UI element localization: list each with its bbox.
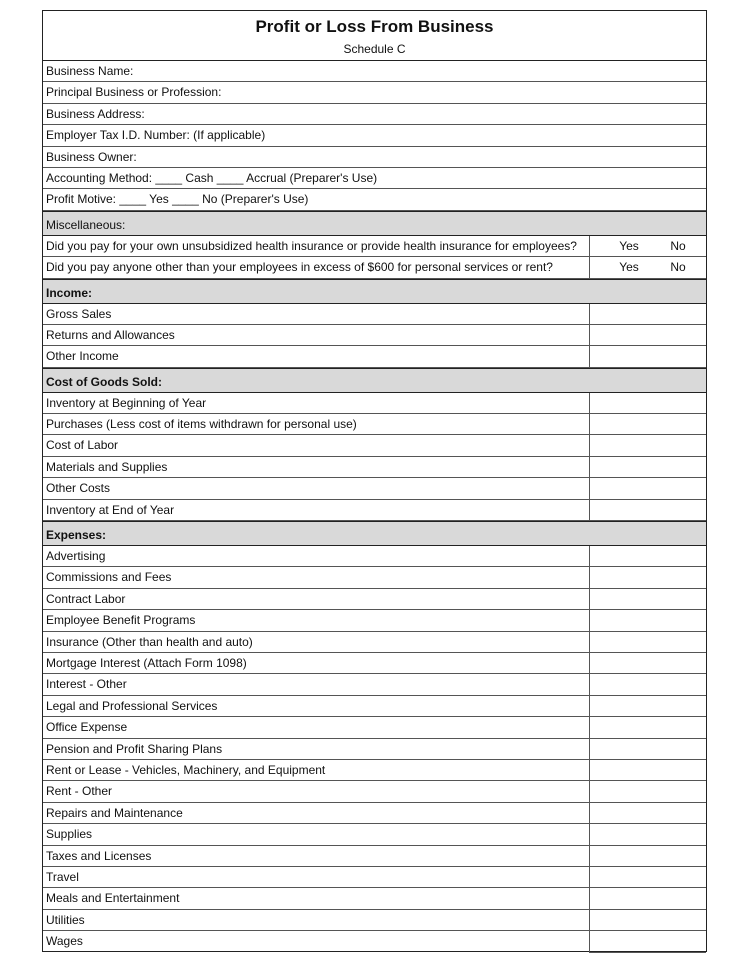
line-item-row xyxy=(43,803,706,824)
line-item-label: Office Expense xyxy=(46,720,128,735)
expenses-rows xyxy=(43,546,706,952)
line-item-row xyxy=(43,304,706,325)
field-label: Profit Motive: ____ Yes ____ No (Preparer's Use) xyxy=(46,192,309,207)
schedule-c-form xyxy=(42,10,707,952)
line-item-label: Supplies xyxy=(46,827,93,842)
section-heading: Miscellaneous: xyxy=(46,217,126,232)
line-item-row xyxy=(43,567,706,588)
form-header xyxy=(43,11,706,61)
line-item-row xyxy=(43,867,706,888)
line-item-label: Repairs and Maintenance xyxy=(46,805,183,820)
amount-cell[interactable] xyxy=(589,632,706,653)
line-item-row xyxy=(43,589,706,610)
field-label: Principal Business or Profession: xyxy=(46,85,222,100)
line-item-row xyxy=(43,546,706,567)
line-item-row xyxy=(43,846,706,867)
line-item-label: Rent or Lease - Vehicles, Machinery, and Equipment xyxy=(46,762,326,777)
line-item-label: Gross Sales xyxy=(46,306,112,321)
line-item-label: Pension and Profit Sharing Plans xyxy=(46,741,223,756)
amount-cell[interactable] xyxy=(589,674,706,695)
amount-cell[interactable] xyxy=(589,803,706,824)
line-item-label: Advertising xyxy=(46,549,106,564)
field-label: Business Owner: xyxy=(46,149,137,164)
line-item-label: Other Costs xyxy=(46,481,111,496)
field-label: Accounting Method: ____ Cash ____ Accrual (Preparer's Use) xyxy=(46,170,378,185)
cogs-rows xyxy=(43,393,706,521)
cogs-section-header xyxy=(43,368,706,393)
amount-cell[interactable] xyxy=(589,867,706,888)
misc-question-row xyxy=(43,257,706,278)
amount-cell[interactable] xyxy=(589,846,706,867)
form-title: Profit or Loss From Business xyxy=(255,17,494,36)
line-item-row xyxy=(43,610,706,631)
business-info-section xyxy=(43,61,706,211)
line-item-row xyxy=(43,674,706,695)
line-item-label: Utilities xyxy=(46,912,85,927)
amount-cell[interactable] xyxy=(589,781,706,802)
amount-cell[interactable] xyxy=(589,435,706,456)
business-address-field[interactable] xyxy=(43,104,706,125)
line-item-label: Inventory at End of Year xyxy=(46,502,175,517)
line-item-row xyxy=(43,717,706,738)
line-item-row xyxy=(43,653,706,674)
line-item-label: Interest - Other xyxy=(46,677,127,692)
employer-tax-id-field[interactable] xyxy=(43,125,706,146)
amount-cell[interactable] xyxy=(589,696,706,717)
amount-cell[interactable] xyxy=(589,393,706,414)
line-item-label: Taxes and Licenses xyxy=(46,848,152,863)
line-item-row xyxy=(43,781,706,802)
line-item-label: Employee Benefit Programs xyxy=(46,613,196,628)
amount-cell[interactable] xyxy=(589,457,706,478)
line-item-label: Legal and Professional Services xyxy=(46,698,218,713)
line-item-row xyxy=(43,632,706,653)
income-rows xyxy=(43,304,706,368)
amount-cell[interactable] xyxy=(589,414,706,435)
line-item-label: Commissions and Fees xyxy=(46,570,172,585)
yes-option[interactable]: Yes xyxy=(619,238,639,253)
line-item-label: Meals and Entertainment xyxy=(46,891,180,906)
no-option[interactable]: No xyxy=(670,260,686,275)
line-item-row xyxy=(43,346,706,367)
amount-cell[interactable] xyxy=(589,325,706,346)
amount-cell[interactable] xyxy=(589,824,706,845)
line-item-label: Returns and Allowances xyxy=(46,327,175,342)
misc-question-row xyxy=(43,236,706,257)
line-item-label: Materials and Supplies xyxy=(46,459,168,474)
question-text: Did you pay anyone other than your employees in excess of $600 for personal services or rent? xyxy=(46,260,553,275)
line-item-label: Mortgage Interest (Attach Form 1098) xyxy=(46,655,247,670)
section-heading: Income: xyxy=(46,285,93,300)
amount-cell[interactable] xyxy=(589,346,706,367)
line-item-row xyxy=(43,478,706,499)
form-subtitle: Schedule C xyxy=(343,42,406,56)
line-item-row xyxy=(43,910,706,931)
section-heading: Cost of Goods Sold: xyxy=(46,374,162,389)
line-item-row xyxy=(43,435,706,456)
income-section-header xyxy=(43,279,706,304)
line-item-label: Other Income xyxy=(46,349,119,364)
field-label: Business Address: xyxy=(46,106,145,121)
amount-cell[interactable] xyxy=(589,739,706,760)
no-option[interactable]: No xyxy=(670,238,686,253)
field-label: Employer Tax I.D. Number: (If applicable) xyxy=(46,128,266,143)
line-item-row xyxy=(43,414,706,435)
line-item-label: Travel xyxy=(46,869,79,884)
amount-cell[interactable] xyxy=(589,717,706,738)
amount-cell[interactable] xyxy=(589,653,706,674)
amount-cell[interactable] xyxy=(589,589,706,610)
amount-cell[interactable] xyxy=(589,610,706,631)
expenses-section-header xyxy=(43,521,706,546)
line-item-label: Rent - Other xyxy=(46,784,113,799)
line-item-label: Contract Labor xyxy=(46,591,126,606)
section-heading: Expenses: xyxy=(46,528,107,543)
accounting-method-field[interactable] xyxy=(43,168,706,189)
yes-option[interactable]: Yes xyxy=(619,260,639,275)
profit-motive-field[interactable] xyxy=(43,189,706,210)
line-item-row xyxy=(43,696,706,717)
amount-cell[interactable] xyxy=(589,478,706,499)
question-text: Did you pay for your own unsubsidized health insurance or provide health insurance for employees? xyxy=(46,238,577,253)
amount-cell[interactable] xyxy=(589,304,706,325)
amount-cell[interactable] xyxy=(589,546,706,567)
line-item-row xyxy=(43,739,706,760)
amount-cell[interactable] xyxy=(589,910,706,931)
amount-cell[interactable] xyxy=(589,931,706,953)
amount-cell[interactable] xyxy=(589,500,706,521)
field-label: Business Name: xyxy=(46,64,134,78)
line-item-row xyxy=(43,888,706,909)
amount-cell[interactable] xyxy=(589,567,706,588)
line-item-row xyxy=(43,325,706,346)
misc-section-header xyxy=(43,211,706,236)
line-item-row xyxy=(43,931,706,952)
business-owner-field[interactable] xyxy=(43,147,706,168)
amount-cell[interactable] xyxy=(589,760,706,781)
line-item-label: Cost of Labor xyxy=(46,438,119,453)
line-item-label: Wages xyxy=(46,934,83,949)
business-name-field[interactable] xyxy=(43,61,706,82)
line-item-row xyxy=(43,760,706,781)
line-item-row xyxy=(43,824,706,845)
line-item-label: Insurance (Other than health and auto) xyxy=(46,634,253,649)
line-item-label: Purchases (Less cost of items withdrawn for personal use) xyxy=(46,417,357,432)
line-item-row xyxy=(43,457,706,478)
amount-cell[interactable] xyxy=(589,888,706,909)
line-item-row xyxy=(43,393,706,414)
line-item-label: Inventory at Beginning of Year xyxy=(46,395,207,410)
principal-business-field[interactable] xyxy=(43,82,706,103)
line-item-row xyxy=(43,500,706,521)
